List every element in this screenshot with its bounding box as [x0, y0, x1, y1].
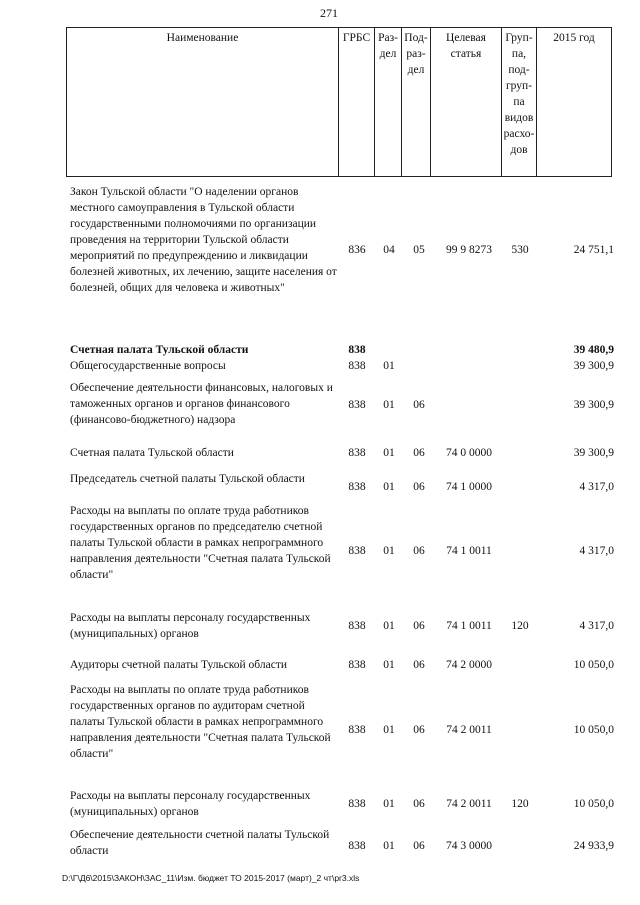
table-row	[0, 610, 640, 644]
row-name: Расходы на выплаты по оплате труда работников государственных органов по председателю счетной палаты Тульской области в рамках непрограммного направления деятельности "Счетная палата Тульской области"	[70, 505, 331, 581]
row-grbs: 838	[348, 840, 366, 852]
row-name: Расходы на выплаты персоналу государственных (муниципальных) органов	[70, 612, 311, 640]
row-name: Закон Тульской области "О наделении органов местного самоуправления в Тульской области государственными полномочиями по организации проведения на территории Тульской области мероприятий по предупреждению и ликвидации болезней животных, их лечению, защите населения от болезней, общих для человека и животных"	[70, 186, 337, 294]
row-podrazdel: 05	[413, 244, 425, 256]
row-grbs: 838	[348, 344, 366, 356]
table-row	[0, 445, 640, 463]
row-sum: 4 317,0	[579, 481, 614, 493]
row-sum: 4 317,0	[579, 545, 614, 557]
row-sum: 39 300,9	[573, 447, 614, 459]
header-year: 2015 год	[537, 28, 612, 177]
header-razdel: Раз- дел	[375, 28, 402, 177]
table-row	[0, 827, 640, 861]
row-sum: 10 050,0	[573, 724, 614, 736]
row-name: Аудиторы счетной палаты Тульской области	[70, 659, 288, 671]
row-celevaya: 74 0 0000	[446, 447, 492, 459]
row-razdel: 04	[383, 244, 395, 256]
row-sum: 39 300,9	[573, 360, 614, 372]
row-vid: 530	[511, 244, 529, 256]
row-razdel: 01	[383, 798, 395, 810]
header-vid: Груп- па, под- груп- па видов расхо- дов	[502, 28, 537, 177]
row-razdel: 01	[383, 659, 395, 671]
row-podrazdel: 06	[413, 840, 425, 852]
table-row	[0, 657, 640, 675]
row-celevaya: 74 3 0000	[446, 840, 492, 852]
row-podrazdel: 06	[413, 620, 425, 632]
row-grbs: 838	[348, 798, 366, 810]
row-celevaya: 74 2 0011	[446, 798, 492, 810]
row-razdel: 01	[383, 481, 395, 493]
header-podrazdel: Под- раз- дел	[402, 28, 431, 177]
row-sum: 10 050,0	[573, 659, 614, 671]
row-podrazdel: 06	[413, 545, 425, 557]
row-grbs: 838	[348, 620, 366, 632]
row-name: Расходы на выплаты персоналу государственных (муниципальных) органов	[70, 790, 311, 818]
row-celevaya: 74 2 0000	[446, 659, 492, 671]
row-podrazdel: 06	[413, 798, 425, 810]
row-sum: 39 300,9	[573, 399, 614, 411]
row-celevaya: 99 9 8273	[446, 244, 492, 256]
row-razdel: 01	[383, 840, 395, 852]
row-grbs: 838	[348, 545, 366, 557]
row-grbs: 838	[348, 481, 366, 493]
row-sum: 24 751,1	[573, 244, 614, 256]
row-podrazdel: 06	[413, 481, 425, 493]
row-grbs: 836	[348, 244, 366, 256]
row-razdel: 01	[383, 360, 395, 372]
header-grbs: ГРБС	[339, 28, 375, 177]
table-row	[0, 503, 640, 601]
row-razdel: 01	[383, 447, 395, 459]
row-sum: 10 050,0	[573, 798, 614, 810]
row-name: Счетная палата Тульской области	[70, 344, 249, 356]
row-grbs: 838	[348, 360, 366, 372]
table-row	[0, 358, 640, 376]
row-grbs: 838	[348, 659, 366, 671]
row-podrazdel: 06	[413, 399, 425, 411]
row-podrazdel: 06	[413, 724, 425, 736]
table-row	[0, 184, 640, 316]
row-sum: 39 480,9	[573, 344, 614, 356]
row-celevaya: 74 1 0011	[446, 545, 492, 557]
row-podrazdel: 06	[413, 659, 425, 671]
row-sum: 24 933,9	[573, 840, 614, 852]
row-celevaya: 74 1 0000	[446, 481, 492, 493]
row-podrazdel: 06	[413, 447, 425, 459]
row-celevaya: 74 1 0011	[446, 620, 492, 632]
row-razdel: 01	[383, 545, 395, 557]
row-vid: 120	[511, 798, 529, 810]
row-razdel: 01	[383, 620, 395, 632]
row-razdel: 01	[383, 724, 395, 736]
page-number: 271	[320, 6, 338, 20]
row-grbs: 838	[348, 447, 366, 459]
row-name: Обеспечение деятельности финансовых, налоговых и таможенных органов и органов финансового (финансово-бюджетного) надзора	[70, 382, 333, 426]
row-vid: 120	[511, 620, 529, 632]
row-celevaya: 74 2 0011	[446, 724, 492, 736]
file-path-footer: D:\Г\Д6\2015\ЗАКОН\ЗАС_11\Изм. бюджет ТО 2015-2017 (март)_2 чт\pr3.xls	[62, 873, 360, 883]
row-name: Председатель счетной палаты Тульской области	[70, 473, 305, 485]
table-row	[0, 682, 640, 780]
row-name: Обеспечение деятельности счетной палаты Тульской области	[70, 829, 330, 857]
row-sum: 4 317,0	[579, 620, 614, 632]
header-name: Наименование	[67, 28, 339, 177]
table-row	[0, 788, 640, 822]
table-row	[0, 471, 640, 505]
row-razdel: 01	[383, 399, 395, 411]
row-name: Счетная палата Тульской области	[70, 447, 234, 459]
table-header	[66, 27, 612, 177]
table-row	[0, 380, 640, 430]
header-celevaya: Целевая статья	[431, 28, 502, 177]
row-grbs: 838	[348, 724, 366, 736]
row-name: Расходы на выплаты по оплате труда работников государственных органов по аудиторам счетной палаты Тульской области в рамках непрограммного направления деятельности "Счетная палата Тульской области"	[70, 684, 331, 760]
row-grbs: 838	[348, 399, 366, 411]
row-name: Общегосударственные вопросы	[70, 360, 226, 372]
